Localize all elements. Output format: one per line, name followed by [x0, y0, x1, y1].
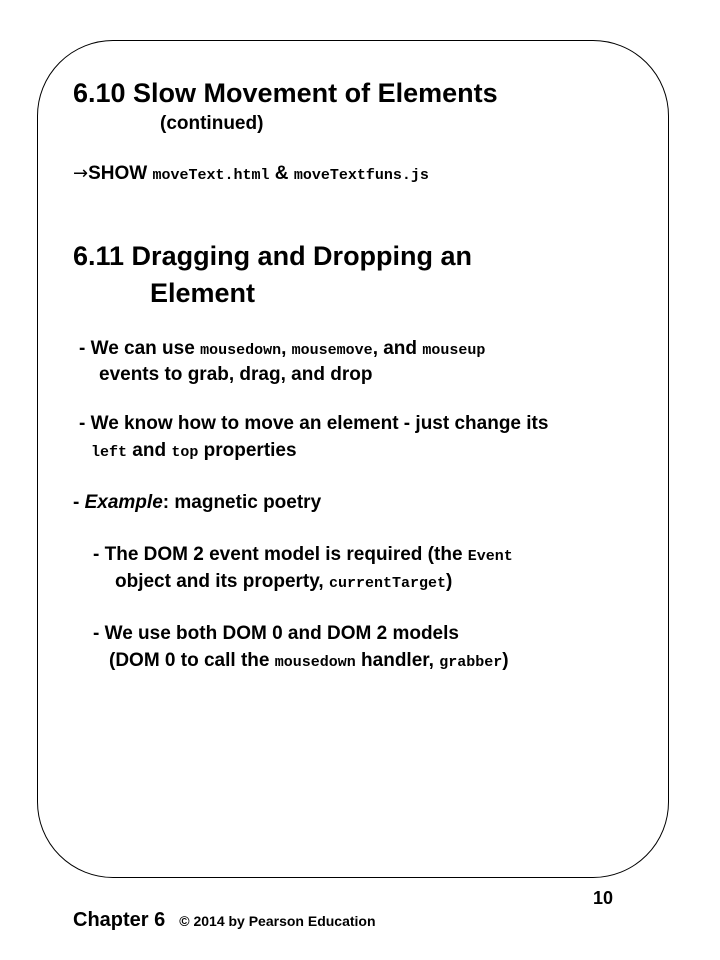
example-dash: - [73, 492, 85, 513]
heading-6-10: 6.10 Slow Movement of Elements [73, 78, 498, 108]
show-files-line [73, 163, 429, 185]
sub-dom2-line1 [93, 544, 513, 566]
sub-dom2-line2 [115, 571, 452, 593]
footer-chapter: Chapter 6 [73, 909, 166, 931]
comma: , [281, 338, 287, 359]
bullet-move-element-line1: - We know how to move an element - just change its [79, 413, 549, 434]
file-name-movetext-html: moveText.html [152, 167, 270, 184]
show-label: SHOW [88, 163, 148, 184]
close-paren: ) [502, 650, 509, 671]
code-top: top [171, 444, 199, 461]
sub-text: (DOM 0 to call the [109, 650, 270, 671]
arrow-right-icon: → [73, 163, 89, 184]
footer [73, 909, 376, 932]
code-left: left [91, 444, 128, 461]
code-currenttarget: currentTarget [328, 575, 446, 592]
bullet-mouse-events-line2: events to grab, drag, and drop [99, 364, 373, 385]
heading-6-11-line1: 6.11 Dragging and Dropping an [73, 241, 473, 271]
file-name-movetextfuns-js: moveTextfuns.js [293, 167, 429, 184]
heading-6-11-line2: Element [150, 278, 256, 308]
sub-text: object and its property, [115, 571, 324, 592]
footer-copyright: © 2014 by Pearson Education [179, 913, 376, 929]
code-mousemove: mousemove [291, 342, 373, 359]
heading-continued: (continued) [160, 113, 264, 134]
code-event: Event [467, 548, 513, 565]
bullet-mouse-events-line1 [79, 338, 485, 360]
code-mouseup: mouseup [422, 342, 486, 359]
sub-dom-models-line1: - We use both DOM 0 and DOM 2 models [93, 623, 459, 644]
and-text: and [132, 440, 167, 461]
and-text: , and [372, 338, 418, 359]
code-mousedown: mousedown [274, 654, 356, 671]
sub-dom-models-line2 [109, 650, 509, 672]
code-mousedown: mousedown [200, 342, 282, 359]
bullet-text: - We can use [79, 338, 195, 359]
code-grabber: grabber [439, 654, 503, 671]
ampersand: & [274, 163, 289, 184]
handler-text: handler, [361, 650, 434, 671]
page-number: 10 [593, 888, 614, 908]
properties-text: properties [203, 440, 297, 461]
bullet-move-element-line2 [91, 440, 297, 462]
close-paren: ) [446, 571, 453, 592]
example-line [73, 492, 321, 514]
example-rest: : magnetic poetry [162, 492, 322, 513]
sub-text: - The DOM 2 event model is required (the [93, 544, 463, 565]
example-label: Example [84, 492, 163, 513]
